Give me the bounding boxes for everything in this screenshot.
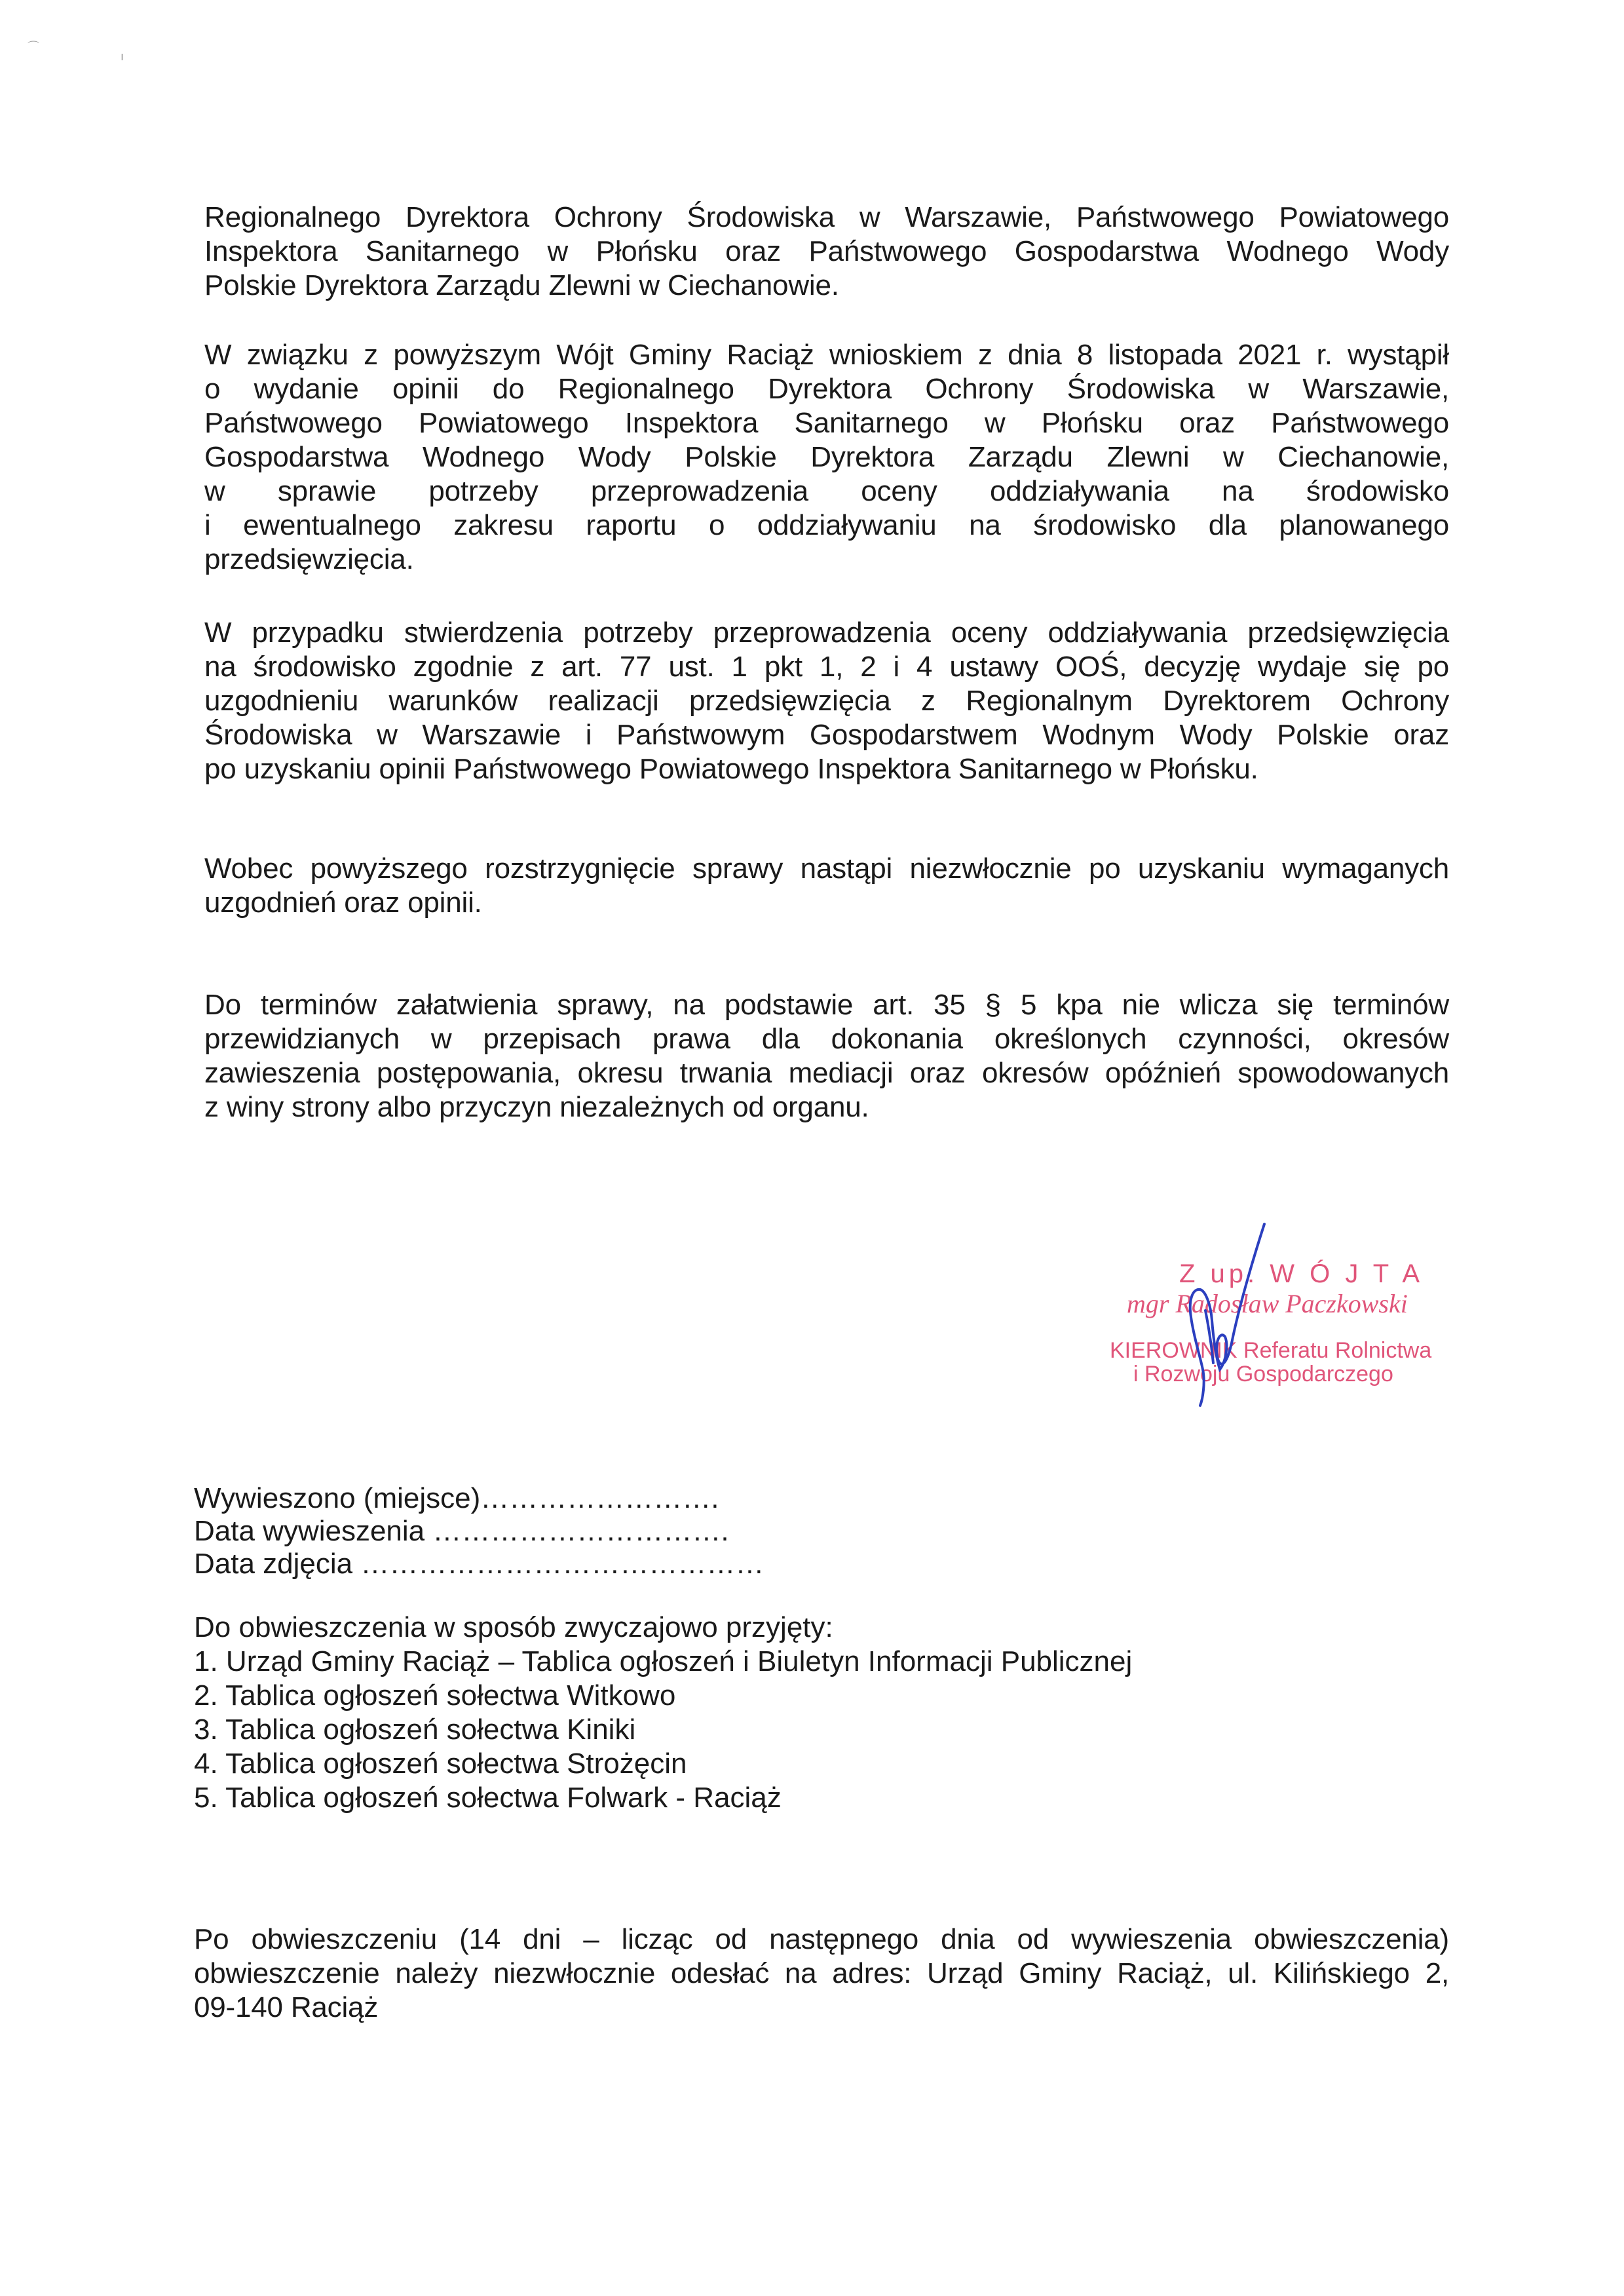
paragraph-return-note xyxy=(194,1923,1449,2025)
list-item: 2. Tablica ogłoszeń sołectwa Witkowo xyxy=(194,1679,676,1712)
posted-place-field: Wywieszono (miejsce)……………………. xyxy=(194,1482,719,1514)
text-line: W związku z powyższym Wójt Gminy Raciąż wnioskiem z dnia 8 listopada 2021 r. wystąpił xyxy=(204,339,1449,371)
distribution-heading: Do obwieszczenia w sposób zwyczajowo przyjęty: xyxy=(194,1611,833,1643)
posted-date-field: Data wywieszenia …………………………. xyxy=(194,1515,729,1547)
distribution-list xyxy=(194,1611,1132,1815)
text-line: i ewentualnego zakresu raportu o oddziaływaniu na środowisko dla planowanego xyxy=(204,509,1449,541)
text-line: Środowiska w Warszawie i Państwowym Gospodarstwem Wodnym Wody Polskie oraz xyxy=(204,719,1449,751)
stamp-signatory-name: mgr Radosław Paczkowski xyxy=(1127,1289,1408,1318)
removed-date-field: Data zdjęcia …………………………………… xyxy=(194,1548,765,1580)
text-line: uzgodnieniu warunków realizacji przedsięwzięcia z Regionalnym Dyrektorem Ochrony xyxy=(204,685,1449,717)
text-line: w sprawie potrzeby przeprowadzenia oceny oddziaływania na środowisko xyxy=(204,475,1449,507)
text-line: po uzyskaniu opinii Państwowego Powiatowego Inspektora Sanitarnego w Płońsku. xyxy=(204,753,1258,785)
text-line: o wydanie opinii do Regionalnego Dyrektora Ochrony Środowiska w Warszawie, xyxy=(204,373,1449,405)
text-line: uzgodnień oraz opinii. xyxy=(204,887,482,919)
list-item: 4. Tablica ogłoszeń sołectwa Strożęcin xyxy=(194,1748,687,1780)
text-line: Wobec powyższego rozstrzygnięcie sprawy nastąpi niezwłocznie po uzyskaniu wymaganych xyxy=(204,852,1449,885)
stamp-authority: Z up. W Ó J T A xyxy=(1179,1259,1424,1288)
signature-stroke xyxy=(1190,1224,1264,1406)
text-line: Polskie Dyrektora Zarządu Zlewni w Ciechanowie. xyxy=(204,269,839,301)
text-line: W przypadku stwierdzenia potrzeby przeprowadzenia oceny oddziaływania przedsięwzięcia xyxy=(204,617,1449,649)
stamp-department: i Rozwoju Gospodarczego xyxy=(1133,1362,1393,1387)
text-line: Do terminów załatwienia sprawy, na podstawie art. 35 § 5 kpa nie wlicza się terminów xyxy=(204,989,1449,1021)
text-line: obwieszczenie należy niezwłocznie odesłać na adres: Urząd Gminy Raciąż, ul. Kilińskiego 2, xyxy=(194,1957,1449,1989)
paragraph-deadlines xyxy=(204,988,1449,1124)
paragraph-intro xyxy=(204,201,1449,303)
text-line: przedsięwzięcia. xyxy=(204,543,414,575)
scan-artifact: ı xyxy=(121,50,124,63)
handwritten-signature xyxy=(1048,1206,1376,1415)
text-line: Gospodarstwa Wodnego Wody Polskie Dyrektora Zarządu Zlewni w Ciechanowie, xyxy=(204,441,1449,473)
paragraph-conditions xyxy=(204,616,1449,786)
text-line: na środowisko zgodnie z art. 77 ust. 1 pkt 1, 2 i 4 ustawy OOŚ, decyzję wydaje się po xyxy=(204,651,1449,683)
text-line: zawieszenia postępowania, okresu trwania mediacji oraz okresów opóźnień spowodowanych xyxy=(204,1057,1449,1089)
text-line: Po obwieszczeniu (14 dni – licząc od następnego dnia od wywieszenia obwieszczenia) xyxy=(194,1923,1449,1955)
paragraph-resolution xyxy=(204,852,1449,920)
scan-artifact: ⌒ xyxy=(28,41,39,54)
stamp-position: KIEROWNIK Referatu Rolnictwa xyxy=(1110,1338,1432,1363)
posting-fields xyxy=(194,1482,764,1580)
paragraph-request xyxy=(204,338,1449,577)
list-item: 1. Urząd Gminy Raciąż – Tablica ogłoszeń i Biuletyn Informacji Publicznej xyxy=(194,1645,1133,1677)
text-line: z winy strony albo przyczyn niezależnych od organu. xyxy=(204,1091,869,1123)
text-line: Państwowego Powiatowego Inspektora Sanitarnego w Płońsku oraz Państwowego xyxy=(204,407,1449,439)
text-line: Inspektora Sanitarnego w Płońsku oraz Państwowego Gospodarstwa Wodnego Wody xyxy=(204,235,1449,267)
text-line: przewidzianych w przepisach prawa dla dokonania określonych czynności, okresów xyxy=(204,1023,1449,1055)
list-item: 5. Tablica ogłoszeń sołectwa Folwark - Raciąż xyxy=(194,1782,782,1814)
text-line: 09-140 Raciąż xyxy=(194,1991,379,2023)
text-line: Regionalnego Dyrektora Ochrony Środowiska w Warszawie, Państwowego Powiatowego xyxy=(204,201,1449,233)
list-item: 3. Tablica ogłoszeń sołectwa Kiniki xyxy=(194,1713,636,1746)
